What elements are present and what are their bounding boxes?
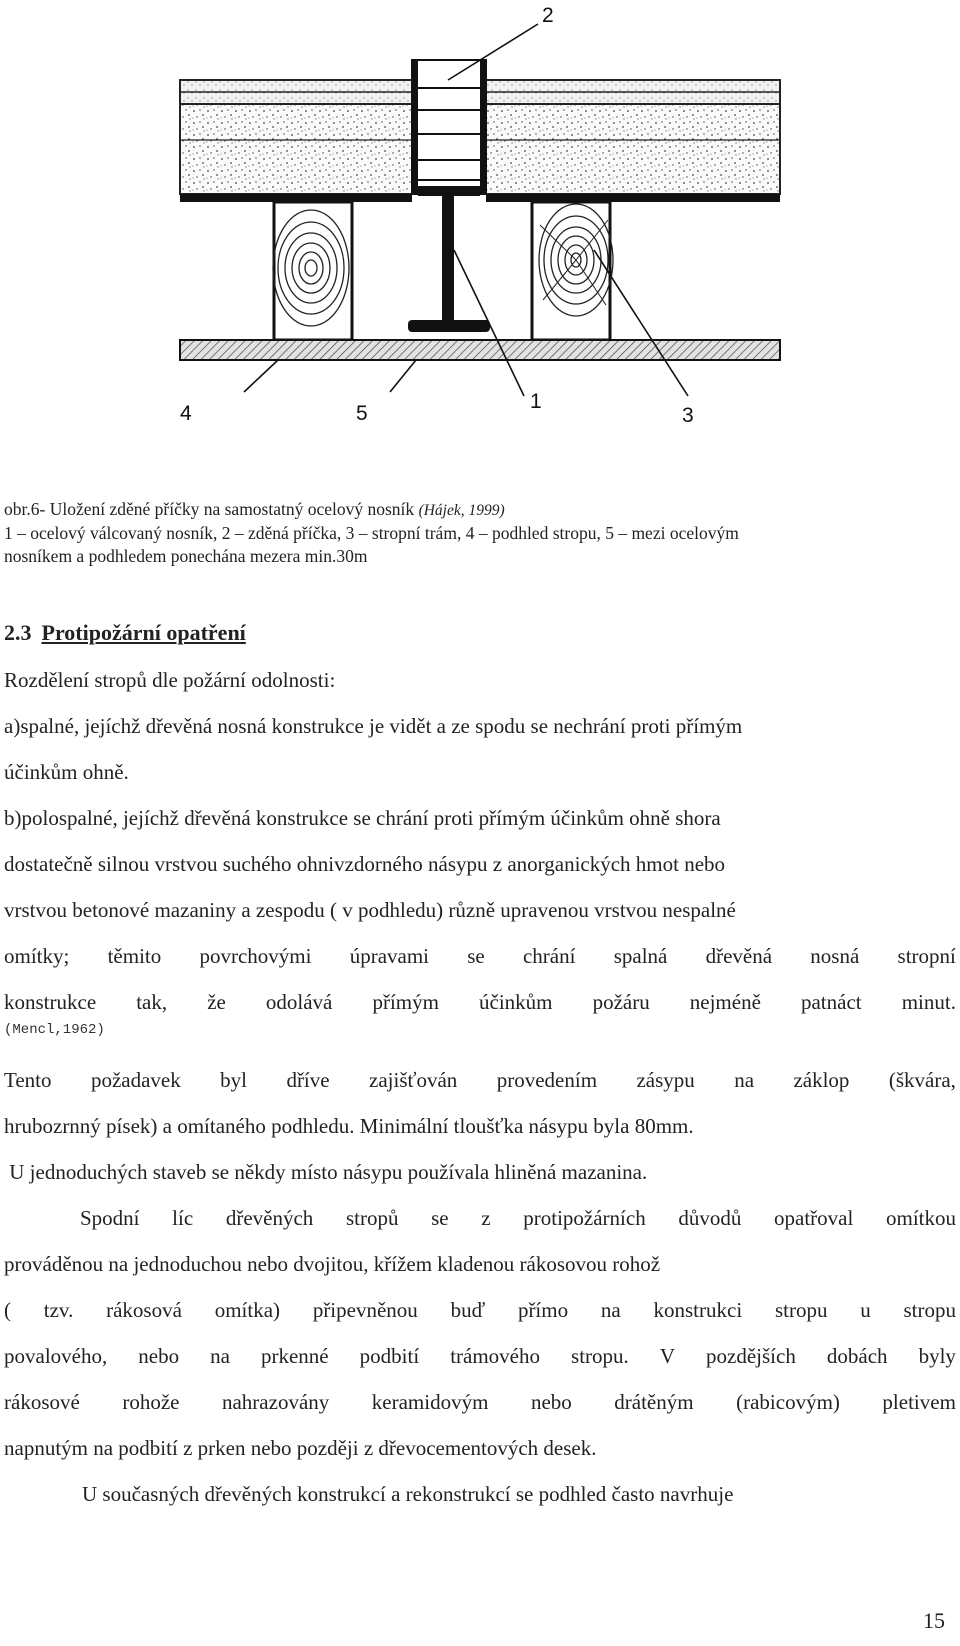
word: dřevěných — [225, 1206, 314, 1230]
word: rohože — [122, 1390, 180, 1414]
callout-1: 1 — [530, 390, 542, 413]
word: tak, — [136, 990, 168, 1014]
word: tzv. — [43, 1298, 74, 1322]
word: nejméně — [689, 990, 761, 1014]
section-number: 2.3 — [4, 620, 32, 645]
callout-3: 3 — [682, 404, 694, 427]
word: konstrukci — [653, 1298, 743, 1322]
word: rákosová — [106, 1298, 182, 1322]
word: pozdějších — [706, 1344, 796, 1368]
word: zásypu — [636, 1068, 695, 1092]
section-heading — [4, 621, 246, 645]
text-line-17 — [4, 1390, 956, 1414]
text-line-13 — [80, 1206, 956, 1230]
word: těmito — [107, 944, 162, 968]
text-line-7 — [4, 944, 956, 968]
word: Tento — [4, 1068, 52, 1092]
left-timber-joist — [273, 202, 352, 340]
word: minut. — [901, 990, 956, 1014]
text-line-1: Rozdělení stropů dle požární odolnosti: — [4, 668, 336, 692]
word: požáru — [592, 990, 650, 1014]
word: byly — [918, 1344, 956, 1368]
word: keramidovým — [371, 1390, 489, 1414]
word: požadavek — [90, 1068, 181, 1092]
word: (rabicovým) — [736, 1390, 840, 1414]
word: se — [431, 1206, 449, 1230]
floor-section-drawing — [178, 0, 784, 468]
word: stropů — [345, 1206, 399, 1230]
word: dobách — [826, 1344, 888, 1368]
word: se — [467, 944, 485, 968]
word: buď — [450, 1298, 486, 1322]
word: dřevěná — [705, 944, 773, 968]
word: pletivem — [882, 1390, 956, 1414]
word: z — [481, 1206, 491, 1230]
text-line-14: prováděnou na jednoduchou nebo dvojitou, křížem kladenou rákosovou rohož — [4, 1252, 661, 1276]
callout-4: 4 — [180, 402, 192, 425]
text-line-6: vrstvou betonové mazaniny a zespodu ( v podhledu) různě upravenou vrstvou nespalné — [4, 898, 736, 922]
word: prkenné — [260, 1344, 329, 1368]
ceiling-soffit — [180, 340, 780, 360]
callout-5: 5 — [356, 402, 368, 425]
word: omítka) — [214, 1298, 281, 1322]
word: podbití — [359, 1344, 420, 1368]
text-line-3: účinkům ohně. — [4, 760, 129, 784]
caption-source: (Hájek, 1999) — [418, 502, 505, 519]
text-line-4: b)polospalné, jejíchž dřevěná konstrukce se chrání proti přímým účinkům ohně shora — [4, 806, 721, 830]
word: že — [207, 990, 226, 1014]
word: ( — [4, 1298, 11, 1322]
word: přímým — [372, 990, 439, 1014]
figure-caption-legend: 1 – ocelový válcovaný nosník, 2 – zděná příčka, 3 – stropní trám, 4 – podhled stropu, 5 – mezi ocelovým — [4, 523, 739, 543]
figure-caption-legend-cont: nosníkem a podhledem ponechána mezera min.30m — [4, 546, 368, 566]
word: nebo — [530, 1390, 572, 1414]
word: stropu. — [571, 1344, 629, 1368]
word: na — [210, 1344, 230, 1368]
word: záklop — [793, 1068, 850, 1092]
page-number: 15 — [923, 1608, 945, 1633]
word: připevněnou — [312, 1298, 418, 1322]
word: protipožárních — [523, 1206, 646, 1230]
word: na — [734, 1068, 755, 1092]
word: provedením — [496, 1068, 598, 1092]
word: nebo — [138, 1344, 180, 1368]
word: odolává — [265, 990, 333, 1014]
text-line-12: U jednoduchých staveb se někdy místo násypu používala hliněná mazanina. — [4, 1160, 648, 1184]
word: patnáct — [800, 990, 862, 1014]
text-line-15 — [4, 1298, 956, 1322]
right-timber-joist — [532, 202, 613, 340]
word: dříve — [286, 1068, 330, 1092]
text-line-2: a)spalné, jejíchž dřevěná nosná konstrukce je vidět a ze spodu se nechrání proti přímým — [4, 714, 743, 738]
text-line-5: dostatečně silnou vrstvou suchého ohnivzdorného násypu z anorganických hmot nebo — [4, 852, 726, 876]
word: V — [659, 1344, 675, 1368]
word: zajišťován — [369, 1068, 458, 1092]
text-line-11: hrubozrnný písek) a omítaného podhledu. Minimální tloušťka násypu byla 80mm. — [4, 1114, 694, 1138]
word: (škvára, — [888, 1068, 956, 1092]
word: účinkům — [479, 990, 553, 1014]
text-line-8 — [4, 990, 956, 1014]
word: úpravami — [349, 944, 430, 968]
word: omítky; — [4, 944, 70, 968]
word: spalná — [613, 944, 668, 968]
word: konstrukce — [4, 990, 97, 1014]
word: stropu — [774, 1298, 828, 1322]
text-line-16 — [4, 1344, 956, 1368]
figure-caption-title — [4, 498, 505, 522]
word: rákosové — [4, 1390, 80, 1414]
word: důvodů — [678, 1206, 742, 1230]
section-title: Protipožární opatření — [41, 620, 246, 645]
text-line-10 — [4, 1068, 956, 1092]
word: u — [860, 1298, 871, 1322]
caption-prefix: obr.6- Uložení zděné příčky na samostatný ocelový nosník — [4, 499, 419, 519]
word: Spodní — [80, 1206, 140, 1230]
word: chrání — [522, 944, 576, 968]
word: přímo — [517, 1298, 569, 1322]
text-line-19: U současných dřevěných konstrukcí a rekonstrukcí se podhled často navrhuje — [82, 1482, 734, 1506]
word: povrchovými — [199, 944, 312, 968]
word: trámového — [450, 1344, 541, 1368]
left-floor-layers — [180, 80, 412, 202]
word: nahrazovány — [221, 1390, 330, 1414]
word: opatřoval — [774, 1206, 854, 1230]
figure-floor-section — [178, 0, 784, 468]
right-floor-layers — [486, 80, 780, 202]
citation-mencl: (Mencl,1962) — [4, 1022, 105, 1038]
word: byl — [220, 1068, 248, 1092]
word: stropní — [897, 944, 956, 968]
text-line-18: napnutým na podbití z prken nebo později z dřevocementových desek. — [4, 1436, 597, 1460]
word: stropu — [903, 1298, 956, 1322]
word: povalového, — [4, 1344, 108, 1368]
word: na — [600, 1298, 621, 1322]
word: omítkou — [885, 1206, 956, 1230]
word: nosná — [810, 944, 860, 968]
word: drátěným — [614, 1390, 694, 1414]
callout-2: 2 — [542, 4, 554, 27]
word: líc — [172, 1206, 194, 1230]
